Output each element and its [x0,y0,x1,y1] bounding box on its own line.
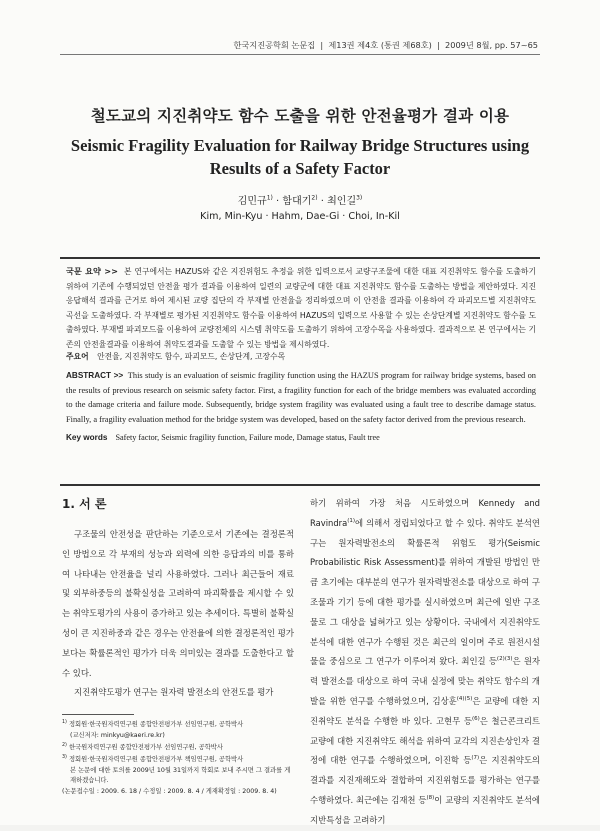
body-paragraph: 지진취약도평가 연구는 원자력 발전소의 안전도를 평가 [74,687,274,698]
abstract-english-label: ABSTRACT >> [66,371,124,380]
received-dates: (논문접수일 : 2009. 6. 18 / 수정일 : 2009. 8. 4 / 게재확정일 : 2009. 8. 4) [62,787,277,795]
citation: (7) [471,755,480,762]
footnote [62,741,296,754]
footnote-text: 본 논문에 대한 토의를 2009년 10월 31일까지 학회로 보내 주시면 그 결과를 게재하겠습니다. [70,766,291,785]
author-sup: 1) [266,194,273,202]
abstract-korean-text: 본 연구에서는 HAZUS와 같은 지진위험도 추정을 위한 입력으로서 교량구조물에 대한 대표 지진취약도 함수를 도출하기 위하여 기존에 수행되었던 안전율 평가 결과를 이용하여 일련의 교량군에 대한 대표 지진취약도 함수를 도출하는 방법을 제안하였다. 지진응답해석 결과를 근거로 하여 제시된 교량 집단의 각 부재별 안전율을 정리하였으며 이 안전율 결과를 이용하여 각 파괴모드별 지진취약도 곡선을 도출하였다. 각 부재별로 평가된 지진취약도 함수를 이용하여 HAZUS의 입력으로 사용할 수 있는 손상단계별 지진취약도 함수를 도출하였다. 부재별 파괴모드를 이용하여 교량전체의 시스템 취약도를 도출하기 위하여 고장수목을 사용하였다. 결과적으로 본 연구에서는 기존의 안전율결과를 이용하여 취약도결과를 도출할 수 있는 방법을 제시하였다. [66,267,536,349]
header-rule [60,54,540,55]
abstract-english [66,369,536,427]
footnote-text: (교신저자: minkyu@kaeri.re.kr) [70,731,165,739]
author-name: 김민규 [237,196,267,207]
body-text: 은 교량에 대한 지진취약도 분석을 수행한 바 있다. 고현무 등 [310,695,540,726]
keywords-korean-label: 주요어 [66,352,89,361]
abstract-rule-bottom [60,484,540,486]
footnote-marker: 3) [62,755,67,761]
body-text: 은 지진취약도의 결과를 지진재해도와 결합하여 지진위험도를 평가하는 연구를 수행하였다. 최근에는 김재천 등 [310,755,540,805]
keywords-english-text: Safety factor, Seismic fragility function, Failure mode, Damage status, Fault tree [115,433,380,442]
footnotes [62,718,296,797]
author-name: 함대기 [282,196,312,207]
keywords-korean-text: 안전율, 지진취약도 함수, 파괴모드, 손상단계, 고장수목 [97,352,286,361]
abstract-english-text: This study is an evaluation of seismic fragility function using the HAZUS program for railway bridge systems, based on the results of previous research on seismic safety factor. First, a fragility function for each of the bridge members was evaluated according to the damage criteria and failure mode. Subsequently, bridge system fragility was evaluated using a fault tree to describe damage status. Finally, a fragility evaluation method for the bridge system was developed, based on the safety factor derived from the previous research. [66,371,536,424]
footnote-text: 정회원·한국원자력연구원 종합안전평가부 책임연구원, 공학박사 [68,756,244,764]
abstract-rule-top [60,257,540,259]
author-sup: 3) [356,194,363,202]
keywords-english-label: Key words [66,433,108,442]
title-korean: 철도교의 지진취약도 함수 도출을 위한 안전율평가 결과 이용 [90,107,510,125]
abstract-korean-label: 국문 요약 >> [66,266,119,276]
journal-header: 한국지진공학회 논문집 | 제13권 제4호 (통권 제68호) | 2009년 8월, pp. 57~65 [233,40,538,50]
journal-date-pages: 2009년 8월, pp. 57~65 [445,40,538,50]
footnote-rule [62,714,134,715]
body-text: 하기 위하여 가장 처음 시도하였으며 Kennedy and Ravindra [310,498,540,528]
body-text: 이 교량의 지진취약도 분석에 지반특성을 고려하기 [310,794,540,825]
citation: (4)(5) [456,696,473,703]
journal-name: 한국지진공학회 논문집 [233,40,316,50]
author-separator: · [317,196,328,207]
author-separator: · [272,196,283,207]
footnote [62,718,296,731]
footnote-text: 한국원자력연구원 종합안전평가부 선임연구원, 공학박사 [68,744,223,751]
body-text: 에 의해서 정립되었다고 할 수 있다. 취약도 분석연구는 원자력발전소의 확률론적 위험도 평가(Seismic Probabilistic Risk Assessment)를 위하여 개발된 방법인 만큼 초기에는 대부분의 연구가 원자력발전소를 대상으로 하여 구조물과 기기 등에 대한 평가를 실시하였으며 최근에 일반 구조물로 그 대상을 넓혀가고 있는 상황이다. 국내에서 지진취약도 분석에 대한 연구가 수행된 것은 최근의 일이며 주로 원전시설물을 중심으로 그 연구가 이루어져 왔다. 최인길 등 [310,517,540,667]
footnote-marker: 2) [62,742,67,748]
footnote-marker: 1) [62,720,67,725]
body-text: 은 철근콘크리트 교량에 대한 지진취약도 해석을 위하여 교각의 지진손상인자 결정에 대한 연구를 수행하였으며, 이진학 등 [310,715,541,766]
author-name: 최인길 [327,196,357,207]
body-right-column [310,494,540,831]
citation: (6) [471,715,480,722]
citation: (2)(3) [496,656,513,663]
citation: (1) [347,518,356,524]
footnote-text: 정회원·한국원자력연구원 종합안전평가부 선임연구원, 공학박사 [68,721,244,729]
body-paragraph: 구조물의 안전성을 판단하는 기준으로서 기존에는 결정론적인 방법으로 각 부재의 성능과 외력에 의한 응답과의 비를 통하여 나타내는 안전율을 널리 사용하였다. 그러나 최근들어 재료 및 외부하중등의 불확실성을 고려하여 파괴확률을 제시할 수 있는 취약도평가의 사용이 증가하고 있는 추세이다. 특별히 불확실성이 큰 지진하중과 같은 경우는 안전율에 의한 결정론적인 평가보다는 확률론적인 평가가 더욱 의미있는 결과를 도출한다고 할 수 있다. [62,529,294,678]
section-title: 1. 서 론 [62,497,107,511]
keywords-korean [66,351,536,362]
authors-english: Kim, Min-Kyu · Hahm, Dae-Gi · Choi, In-Kil [200,211,400,222]
keywords-english [66,433,536,442]
journal-volume: 제13권 제4호 (통권 제68호) [328,40,432,50]
body-left-column [62,525,294,703]
title-english: Seismic Fragility Evaluation for Railway Bridge Structures using Results of a Safety Factor [70,136,530,178]
authors-korean [0,192,600,207]
author-sup: 2) [311,194,318,202]
body-text: 은 원자력 발전소를 대상으로 하여 국내 실정에 맞는 취약도 함수의 개발을 위한 연구를 수행하였으며, 김상훈 [310,656,540,706]
citation: (8) [426,795,435,802]
abstract-korean [66,264,536,353]
footnote [62,753,296,766]
